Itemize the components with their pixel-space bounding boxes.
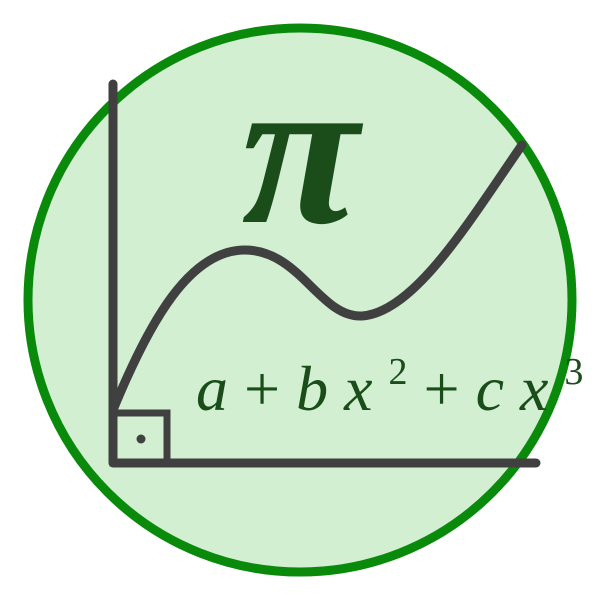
right-angle-dot [137,435,146,444]
formula-exponent-3: 3 [564,351,584,393]
formula-c: c [475,353,504,424]
formula-x-2: x [520,353,549,424]
formula-a: a [196,353,228,424]
formula-x-1: x [344,353,373,424]
pi-symbol: π [241,30,359,269]
formula-b: b [296,353,329,424]
formula-plus-1: + [244,353,281,424]
formula-exponent-2: 2 [388,351,408,393]
formula-plus-2: + [423,353,460,424]
